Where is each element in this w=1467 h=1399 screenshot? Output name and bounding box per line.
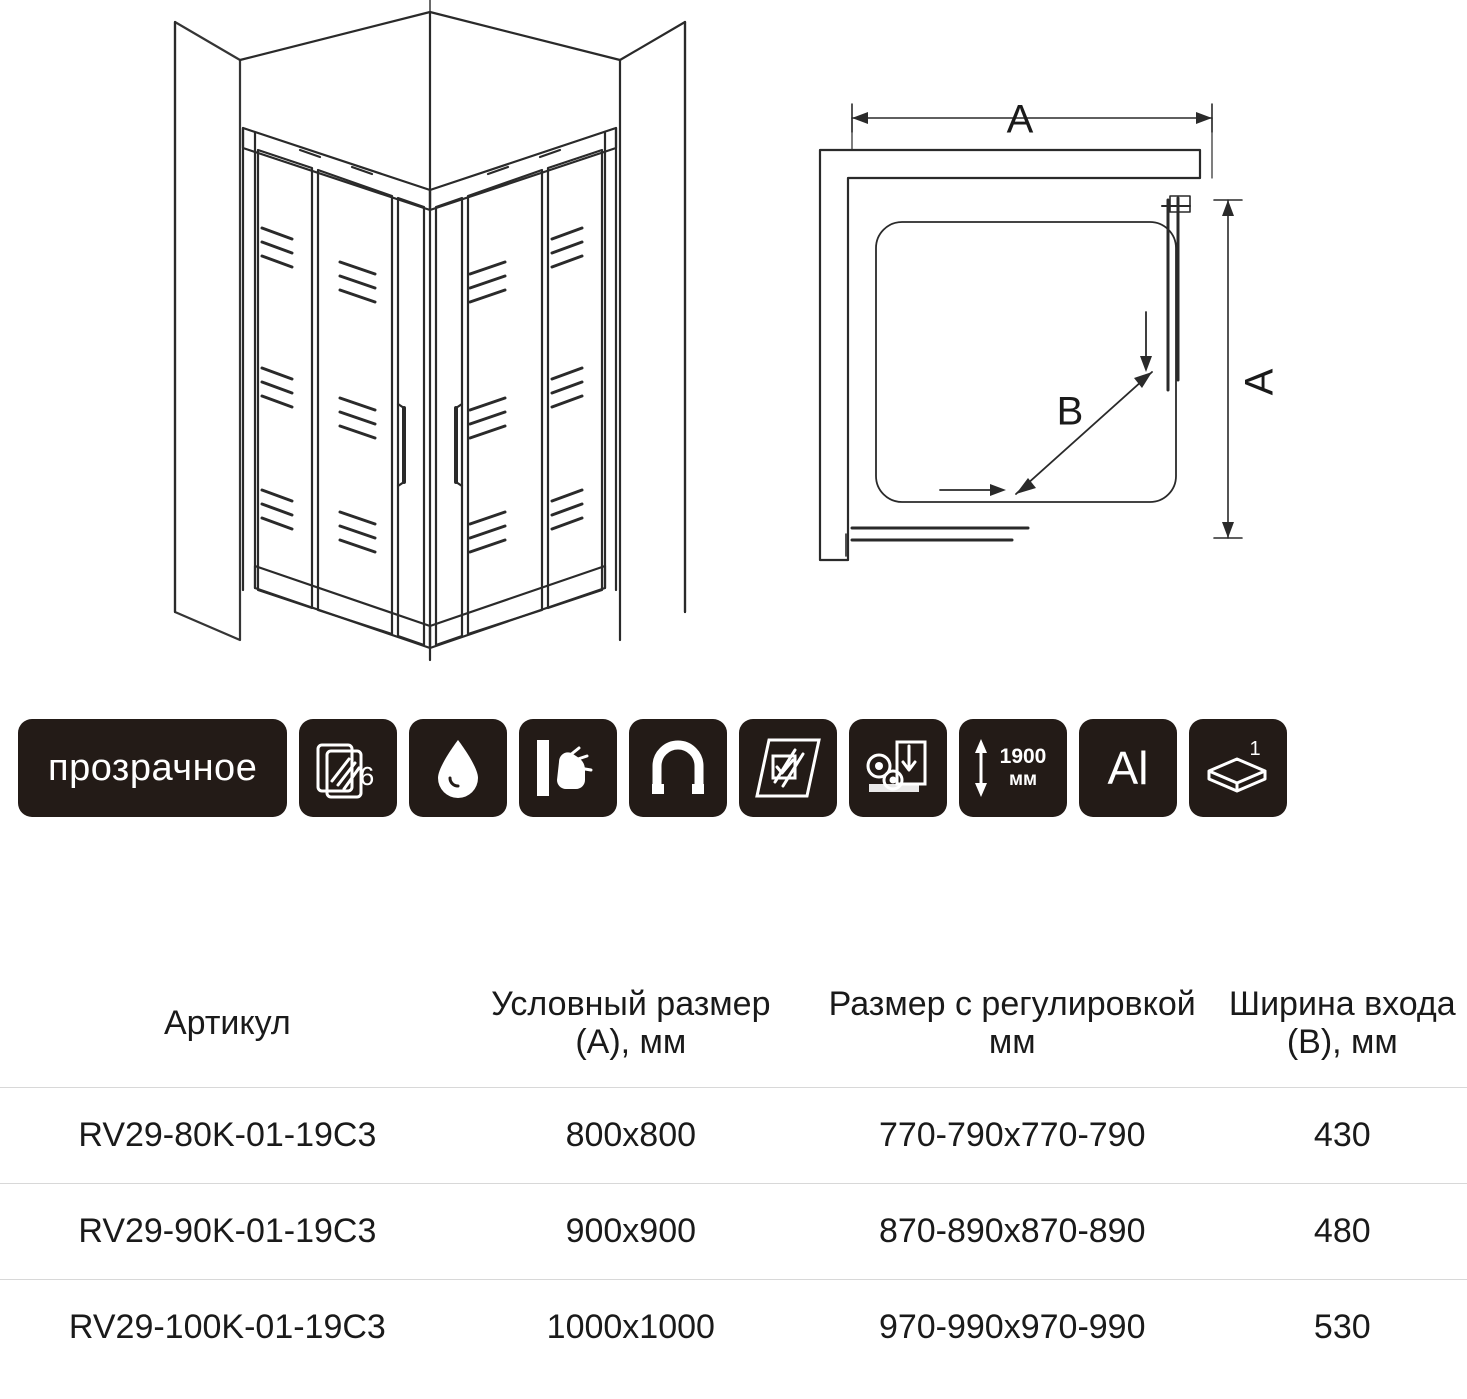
badge-glass-thickness bbox=[299, 719, 397, 817]
plan-view bbox=[820, 104, 1242, 560]
plan-label-b: B bbox=[1056, 389, 1084, 434]
badge-easy-clean bbox=[519, 719, 617, 817]
tempered-glass-icon bbox=[753, 736, 823, 800]
plan-label-a-top: A bbox=[1006, 97, 1034, 142]
package-count-value: 1 bbox=[1249, 738, 1261, 760]
cell-article: RV29-100K-01-19C3 bbox=[0, 1280, 455, 1376]
cell-entrance-width: 430 bbox=[1218, 1088, 1467, 1184]
badge-tempered-glass bbox=[739, 719, 837, 817]
cell-adjustable-size: 770-790x770-790 bbox=[807, 1088, 1218, 1184]
table-row bbox=[0, 1088, 1467, 1184]
cell-article: RV29-80K-01-19C3 bbox=[0, 1088, 455, 1184]
table-header-article: Артикул bbox=[164, 1004, 291, 1043]
table-header-row bbox=[0, 975, 1467, 1088]
height-arrow-icon bbox=[967, 737, 1059, 799]
rollers-icon bbox=[863, 736, 933, 800]
feature-badges bbox=[18, 718, 1438, 818]
aluminium-value: Al bbox=[1107, 742, 1149, 794]
cell-entrance-width: 530 bbox=[1218, 1280, 1467, 1376]
cell-adjustable-size: 870-890x870-890 bbox=[807, 1184, 1218, 1280]
height-unit: мм bbox=[1009, 769, 1038, 790]
badge-water-repellent bbox=[409, 719, 507, 817]
magnet-icon bbox=[647, 740, 709, 796]
cell-nominal-size: 900x900 bbox=[455, 1184, 807, 1280]
badge-magnetic-seal bbox=[629, 719, 727, 817]
cell-nominal-size: 800x800 bbox=[455, 1088, 807, 1184]
cell-article: RV29-90K-01-19C3 bbox=[0, 1184, 455, 1280]
cell-adjustable-size: 970-990x970-990 bbox=[807, 1280, 1218, 1376]
table-header-nominal-size: Условный размер (A), мм bbox=[491, 985, 771, 1062]
isometric-view bbox=[175, 0, 685, 700]
badge-glass-type bbox=[18, 719, 287, 817]
badge-glass-type-label: прозрачное bbox=[48, 746, 258, 789]
aluminium-icon bbox=[1093, 738, 1163, 798]
badge-rollers bbox=[849, 719, 947, 817]
table-row bbox=[0, 1280, 1467, 1376]
hand-wipe-icon bbox=[535, 736, 601, 800]
glass-thickness-icon bbox=[313, 737, 383, 799]
badge-height bbox=[959, 719, 1067, 817]
specifications-table bbox=[0, 975, 1467, 1375]
height-value: 1900 bbox=[999, 745, 1047, 768]
glass-thickness-value: 6 bbox=[360, 761, 375, 791]
table-row bbox=[0, 1184, 1467, 1280]
cell-entrance-width: 480 bbox=[1218, 1184, 1467, 1280]
table-header-adjustable-size: Размер с регулировкой мм bbox=[828, 985, 1196, 1062]
badge-package-count bbox=[1189, 719, 1287, 817]
badge-aluminium bbox=[1079, 719, 1177, 817]
water-drop-icon bbox=[430, 736, 486, 800]
package-icon bbox=[1203, 737, 1273, 799]
table-header-entrance-width: Ширина входа (B), мм bbox=[1228, 985, 1456, 1062]
plan-label-a-right: A bbox=[1237, 368, 1282, 396]
cell-nominal-size: 1000x1000 bbox=[455, 1280, 807, 1376]
